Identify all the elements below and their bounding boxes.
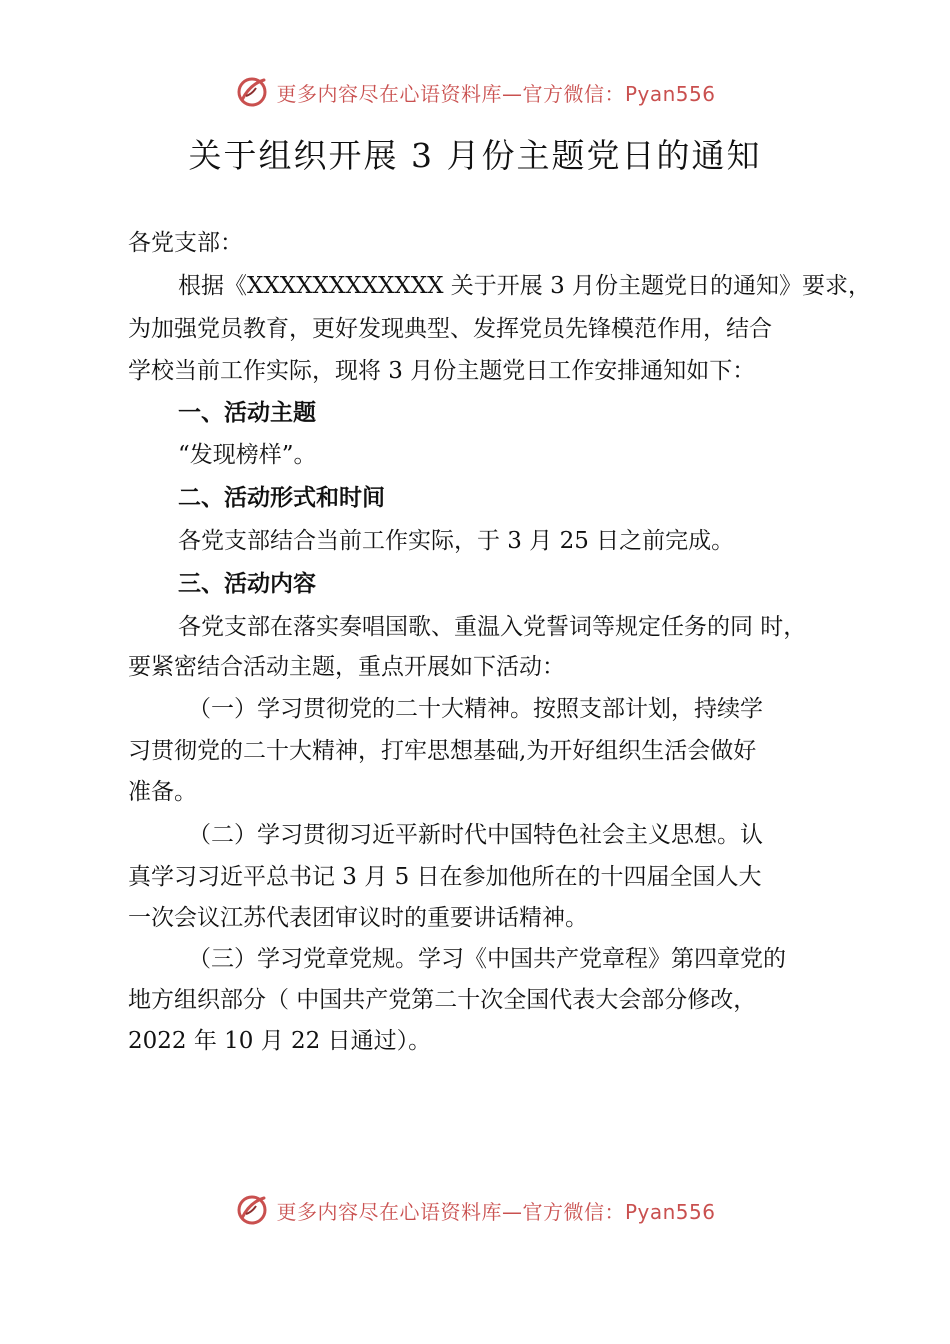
section-text-format: 各党支部结合当前工作实际，于 3 月 25 日之前完成。 [178,528,735,554]
item-line: （三）学习党章党规。学习《中国共产党章程》第四章党的 [188,946,786,972]
intro-line: 为加强党员教育，更好发现典型、发挥党员先锋模范作用，结合 [128,316,772,342]
brush-logo-icon [234,1192,270,1228]
item-line: （一）学习贯彻党的二十大精神。按照支部计划，持续学 [188,696,763,722]
section-heading-content: 三、活动内容 [178,571,316,597]
intro-line: 根据《XXXXXXXXXXXX 关于开展 3 月份主题党日的通知》要求， [178,273,872,299]
watermark-group [234,74,715,110]
section-heading-theme: 一、活动主题 [178,400,316,426]
brush-logo-icon [234,74,270,110]
section-heading-format: 二、活动形式和时间 [178,485,385,511]
document-title: 关于组织开展 3 月份主题党日的通知 [188,136,762,175]
item-line: 2022 年 10 月 22 日通过）。 [128,1028,432,1054]
watermark-text: 更多内容尽在心语资料库—官方微信：Pyan556 [276,1199,716,1224]
item-line: 真学习习近平总书记 3 月 5 日在参加他所在的十四届全国人大 [128,864,762,890]
item-line: 习贯彻党的二十大精神，打牢思想基础,为开好组织生活会做好 [128,738,757,764]
section-text-theme: “发现榜样”。 [178,442,317,468]
salutation: 各党支部： [128,230,243,256]
watermark-text: 更多内容尽在心语资料库—官方微信：Pyan556 [276,81,716,106]
section-intro-line: 各党支部在落实奏唱国歌、重温入党誓词等规定任务的同 时， [178,614,807,640]
item-line: 地方组织部分（ 中国共产党第二十次全国代表大会部分修改， [128,987,757,1013]
intro-line: 学校当前工作实际，现将 3 月份主题党日工作安排通知如下： [128,358,756,384]
section-intro-line: 要紧密结合活动主题，重点开展如下活动： [128,654,565,680]
item-line: （二）学习贯彻习近平新时代中国特色社会主义思想。认 [188,822,763,848]
footer-watermark [0,1190,950,1230]
item-line: 准备。 [128,779,197,805]
watermark-group [234,1192,715,1228]
item-line: 一次会议江苏代表团审议时的重要讲话精神。 [128,905,588,931]
header-watermark [0,72,950,112]
